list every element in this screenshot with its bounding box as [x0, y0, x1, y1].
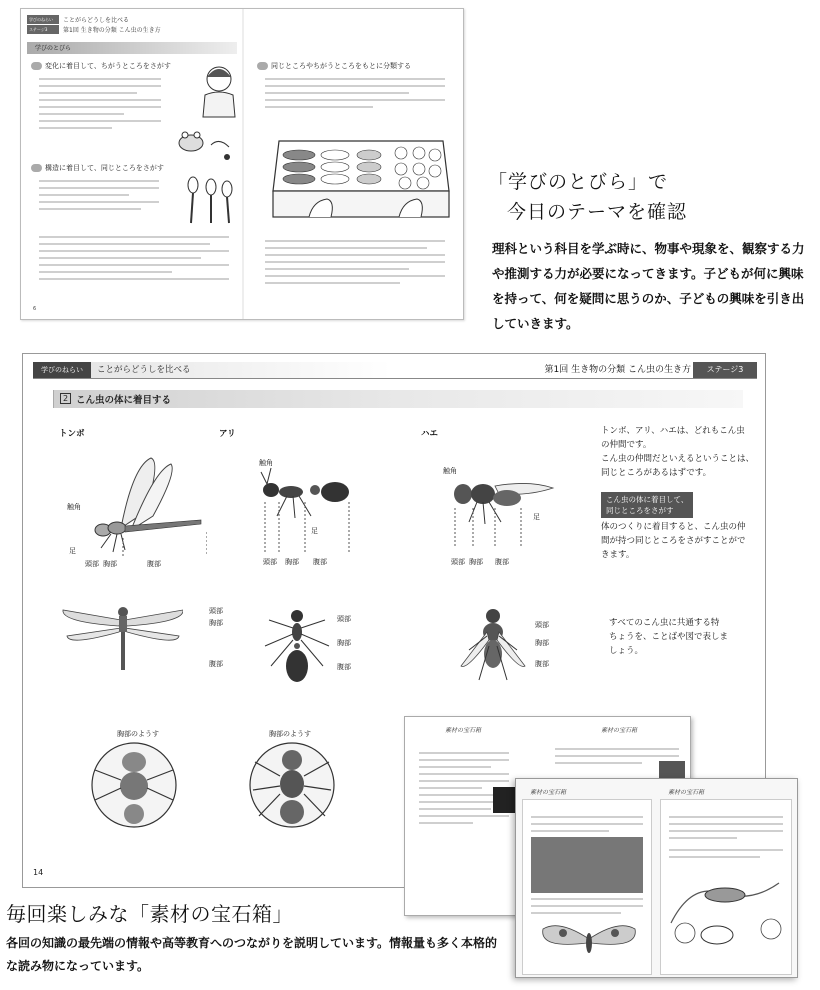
structure-line-1: 体のつくりに着目すると、こん虫の仲	[601, 522, 746, 532]
top-spread-image	[20, 8, 464, 320]
jewelbox-page2-header-right: 素材の宝石箱	[668, 789, 705, 796]
fly-head-label: 頭部	[451, 558, 465, 566]
insect-name-ant: アリ	[219, 429, 236, 439]
dragonfly-top-head-label: 頭部	[209, 607, 223, 615]
dragonfly-abdomen-label: 腹部	[147, 560, 161, 568]
spread-tag: 学びのねらい	[27, 15, 59, 24]
dragonfly-side-illustration	[67, 452, 207, 562]
ant-chest-label: 胸部のようす	[269, 730, 311, 738]
ant-top-head-label: 頭部	[337, 615, 351, 623]
dragonfly-chest-label: 胸部のようす	[117, 730, 159, 738]
insect-name-fly: ハエ	[421, 429, 439, 439]
caterpillar-illustration	[661, 863, 789, 949]
fly-top-thorax-label: 胸部	[535, 639, 549, 647]
ant-top-abdomen-label: 腹部	[337, 663, 351, 671]
sweets-box-illustration	[269, 121, 453, 231]
spread-header-text2: 第1回 生き物の分類 こん虫の生き方	[63, 27, 161, 34]
ant-chest-illustration	[247, 740, 337, 830]
dragonfly-thorax-label: 胸部	[103, 560, 117, 568]
fly-top-head-label: 頭部	[535, 621, 549, 629]
section-number: 2	[60, 393, 71, 404]
fly-side-illustration	[449, 470, 559, 550]
moth-illustration	[529, 919, 649, 959]
intro-line-3: こん虫の仲間だといえるということは、	[601, 454, 755, 464]
fly-thorax-label: 胸部	[469, 558, 483, 566]
task-text	[609, 616, 728, 658]
spread-stage-tag: ステージ3	[27, 25, 59, 34]
spread-band	[27, 42, 237, 54]
spread-text-block4	[265, 73, 445, 113]
headline1-line1: 「学びのとびら」で	[488, 171, 669, 193]
fly-abdomen-label: 腹部	[495, 558, 509, 566]
spread-text-block5	[265, 235, 445, 289]
ant-top-illustration	[257, 606, 337, 690]
intro-line-1: トンボ、アリ、ハエは、どれもこん虫	[601, 426, 745, 436]
jewelbox-page2-header: 素材の宝石箱	[530, 789, 567, 796]
dragonfly-chest-illustration	[89, 740, 179, 830]
spread-page-number: 6	[33, 306, 37, 312]
spread-section2	[31, 163, 164, 173]
spread-text-block3	[39, 231, 229, 285]
ant-thorax-label: 胸部	[285, 558, 299, 566]
jewelbox-page-2	[515, 778, 798, 978]
spread-text-block2	[39, 175, 159, 215]
headline1-line2: 今日のテーマを確認	[507, 201, 688, 223]
spoons-illustration	[181, 175, 237, 227]
dragonfly-top-thorax-label: 胸部	[209, 619, 223, 627]
spread-band-title: 学びのとびら	[35, 45, 72, 52]
main-section-bar	[53, 390, 743, 408]
spread-section1-title: 変化に着目して、ちがうところをさがす	[45, 62, 171, 70]
dragonfly-leg-label: 足	[69, 547, 76, 555]
fly-antenna-label: 触角	[443, 467, 457, 475]
woman-frog-illustration	[171, 61, 241, 161]
ant-leg-label: 足	[311, 527, 318, 535]
main-page-tag-text: ことがらどうしを比べる	[91, 362, 391, 378]
intro-line-4: 同じところがあるはずです。	[601, 468, 712, 478]
main-page-title: 第1回 生き物の分類 こん虫の生き方	[544, 365, 691, 375]
dragonfly-top-illustration	[59, 600, 183, 670]
jewelbox-page2-right	[660, 799, 792, 975]
structure-line-2: 間が持つ同じところをさがすことがで	[601, 536, 746, 546]
fly-top-illustration	[453, 606, 533, 686]
fly-leg-label: 足	[533, 513, 540, 521]
dragonfly-antenna-label: 触角	[67, 503, 81, 511]
main-page-stage: ステージ3	[693, 362, 757, 378]
jewelbox-page1-header: 素材の宝石箱	[445, 727, 482, 734]
structure-line-3: きます。	[601, 550, 635, 560]
main-page-header	[23, 362, 765, 378]
ant-head-label: 頭部	[263, 558, 277, 566]
fly-top-abdomen-label: 腹部	[535, 660, 549, 668]
spread-section1	[31, 61, 171, 71]
highlight-box	[601, 492, 693, 518]
ant-abdomen-label: 腹部	[313, 558, 327, 566]
task-line-3: しょう。	[609, 646, 644, 656]
jewelbox-page2-left	[522, 799, 652, 975]
section-title: こん虫の体に着目する	[76, 395, 172, 406]
ant-top-thorax-label: 胸部	[337, 639, 351, 647]
intro-line-2: の仲間です。	[601, 440, 652, 450]
jewelbox-page1-header-right: 素材の宝石箱	[601, 727, 638, 734]
main-page-number: 14	[33, 868, 44, 877]
structure-text	[601, 520, 746, 562]
main-page-rule	[33, 378, 757, 379]
headline1-description: 理科という科目を学ぶ時に、物事や現象を、観察する力や推測する力が必要になってきます。子どもが何に興味を持って、何を疑問に思うのか、子どもの興味を引き出していきます。	[492, 241, 805, 331]
task-line-2: ちょうを、ことばや図で表しま	[609, 632, 729, 642]
intro-text	[601, 424, 754, 480]
spread-header	[27, 15, 241, 35]
main-page-tag: 学びのねらい	[33, 362, 91, 378]
highlight-line-2: 同じところをさがす	[606, 506, 674, 515]
spread-text-block1	[39, 73, 161, 134]
dragonfly-top-abdomen-label: 腹部	[209, 660, 223, 668]
headline2-title: 毎回楽しみな「素材の宝石箱」	[6, 902, 293, 926]
spread-header-text: ことがらどうしを比べる	[63, 17, 130, 24]
spread-spine	[242, 9, 244, 319]
spread-section2-title: 構造に着目して、同じところをさがす	[45, 164, 164, 172]
dragonfly-head-label: 頭部	[85, 560, 99, 568]
ant-antenna-label: 触角	[259, 459, 273, 467]
insect-name-dragonfly: トンボ	[59, 429, 85, 439]
spread-section3	[257, 61, 411, 71]
ant-side-illustration	[257, 466, 357, 556]
jewelbox-page2-photo	[531, 837, 643, 893]
headline2-description: 各回の知識の最先端の情報や高等教育へのつながりを説明しています。情報量も多く本格的な読み物になっています。	[6, 936, 498, 973]
spread-section3-title: 同じところやちがうところをもとに分類する	[271, 62, 411, 70]
highlight-line-1: こん虫の体に着目して、	[606, 495, 689, 504]
task-line-1: すべてのこん虫に共通する特	[609, 618, 720, 628]
